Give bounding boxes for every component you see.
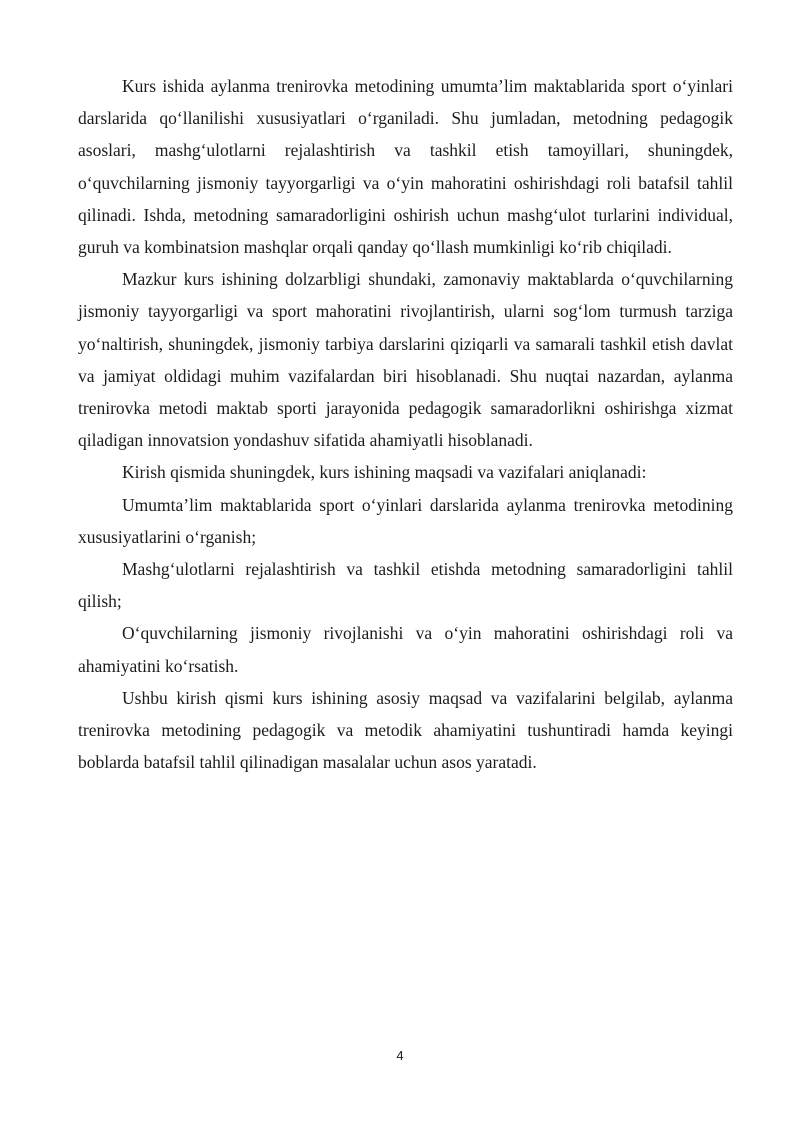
list-item-task-3: O‘quvchilarning jismoniy rivojlanishi va o‘yin mahoratini oshirishdagi roli va ahamiyatini ko‘rsatish.	[78, 623, 733, 676]
list-item-task-2: Mashg‘ulotlarni rejalashtirish va tashkil etishda metodning samaradorligini tahlil qilish;	[78, 559, 733, 612]
paragraph-relevance: Mazkur kurs ishining dolzarbligi shundaki, zamonaviy maktablarda o‘quvchilarning jismoniy tayyorgarligi va sport mahoratini rivojlantirish, ularni sog‘lom turmush tarziga yo‘naltirish, shuningdek, jismoniy tarbiya darslarini qiziqarli va samarali tashkil etish davlat va jamiyat oldidagi muhim vazifalardan biri hisoblanadi. Shu nuqtai nazardan, aylanma trenirovka metodi maktab sporti jarayonida pedagogik samaradorlikni oshirishga xizmat qiladigan innovatsion yondashuv sifatida ahamiyatli hisoblanadi.	[78, 269, 733, 451]
paragraph-conclusion: Ushbu kirish qismi kurs ishining asosiy maqsad va vazifalarini belgilab, aylanma trenirovka metodining pedagogik va metodik ahamiyatini tushuntiradi hamda keyingi boblarda batafsil tahlil qilinadigan masalalar uchun asos yaratadi.	[78, 687, 733, 773]
document-body	[78, 70, 733, 778]
paragraph-goals-intro: Kirish qismida shuningdek, kurs ishining maqsadi va vazifalari aniqlanadi:	[122, 462, 647, 483]
page-number: 4	[396, 1048, 404, 1063]
paragraph-course-overview: Kurs ishida aylanma trenirovka metodining umumta’lim maktablarida sport o‘yinlari darslarida qo‘llanilishi xususiyatlari o‘rganiladi. Shu jumladan, metodning pedagogik asoslari, mashg‘ulotlarni rejalashtirish va tashkil etish tamoyillari, shuningdek, o‘quvchilarning jismoniy tayyorgarligi va o‘yin mahoratini oshirishdagi roli batafsil tahlil qilinadi. Ishda, metodning samaradorligini oshirish uchun mashg‘ulot turlarini individual, guruh va kombinatsion mashqlar orqali qanday qo‘llash mumkinligi ko‘rib chiqiladi.	[78, 76, 733, 258]
list-item-task-1: Umumta’lim maktablarida sport o‘yinlari darslarida aylanma trenirovka metodining xususiyatlarini o‘rganish;	[78, 494, 733, 547]
